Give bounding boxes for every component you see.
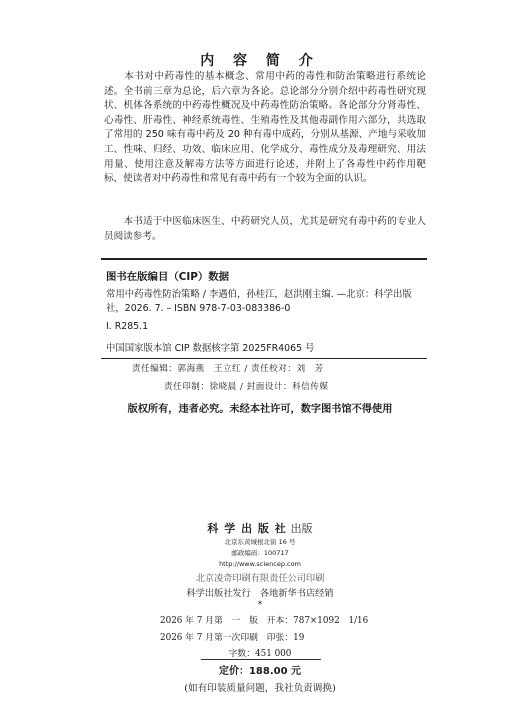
page-title: 内 容 简 介 bbox=[200, 53, 320, 69]
cip-bottom-rule bbox=[101, 358, 427, 359]
publisher-postcode: 邮政编码：100717 bbox=[231, 549, 289, 557]
quality-notice: (如有印装质量问题，我社负责调换) bbox=[184, 683, 336, 694]
publisher-website: http://www.sciencep.com bbox=[219, 560, 301, 568]
printer-info: 北京凌奇印刷有限责任公司印刷 bbox=[195, 573, 325, 584]
publisher-suffix: 出版 bbox=[290, 522, 313, 535]
publisher-name bbox=[0, 520, 520, 536]
cip-heading: 图书在版编目（CIP）数据 bbox=[106, 271, 230, 283]
publisher-logo-text: 科 学 出 版 社 bbox=[207, 522, 287, 535]
separator-star: * bbox=[257, 600, 263, 610]
intro-paragraph-audience: 本书适于中医临床医生、中药研究人员，尤其是研究有毒中药的专业人员阅读参考。 bbox=[104, 216, 426, 242]
distribution-info: 科学出版社发行 各地新华书店经销 bbox=[186, 588, 334, 599]
word-count: 字数：451 000 bbox=[228, 649, 292, 659]
edition-info: 2026 年 7 月第 一 版 开本：787×1092 1/16 bbox=[160, 616, 369, 626]
cip-registration-number: 中国国家版本馆 CIP 数据核字第 2025FR4065 号 bbox=[106, 343, 315, 354]
production-credits: 责任印制：徐晓晨 / 封面设计：科信传媒 bbox=[164, 382, 329, 392]
editor-credits: 责任编辑：郭海燕 王立红 / 责任校对：刘 芳 bbox=[132, 364, 324, 374]
publisher-address: 北京东黄城根北街 16 号 bbox=[224, 538, 296, 546]
intro-paragraph: 本书对中药毒性的基本概念、常用中药的毒性和防治策略进行系统论述。全书前三章为总论，后六章为各论。总论部分分别介绍中药毒性研究现状、机体各系统的中药毒性概况及中药毒性防治策略。各论部分分肾毒性、心毒性、肝毒性、神经系统毒性、生殖毒性及其他毒副作用六部分，共选取了常用的 250 味有毒中药及 20 种有毒中成药，分别从基源、产地与采收加工、性味、归经、功效、临床应用、化学成分、毒性成分及毒理研究、用法用量、使用注意及解毒方法等方面进行论述，并附上了各毒性中药作用靶标，使读者对中药毒性和常见有毒中药有一个较为全面的认识。 bbox=[104, 71, 426, 185]
price-rule bbox=[201, 659, 321, 660]
price: 定价：188.00 元 bbox=[218, 666, 302, 677]
rights-notice: 版权所有，违者必究。未经本社许可，数字图书馆不得使用 bbox=[127, 404, 393, 415]
cip-classification: Ⅰ. R285.1 bbox=[106, 321, 149, 332]
printing-info: 2026 年 7 月第一次印刷 印张：19 bbox=[160, 633, 305, 643]
cip-bibliographic-record: 常用中药毒性防治策略 / 李遇伯，孙桂江，赵洪刚主编. —北京：科学出版社，2026. 7. – ISBN 978-7-03-083386-0 bbox=[106, 289, 412, 314]
cip-top-rule bbox=[101, 258, 427, 260]
